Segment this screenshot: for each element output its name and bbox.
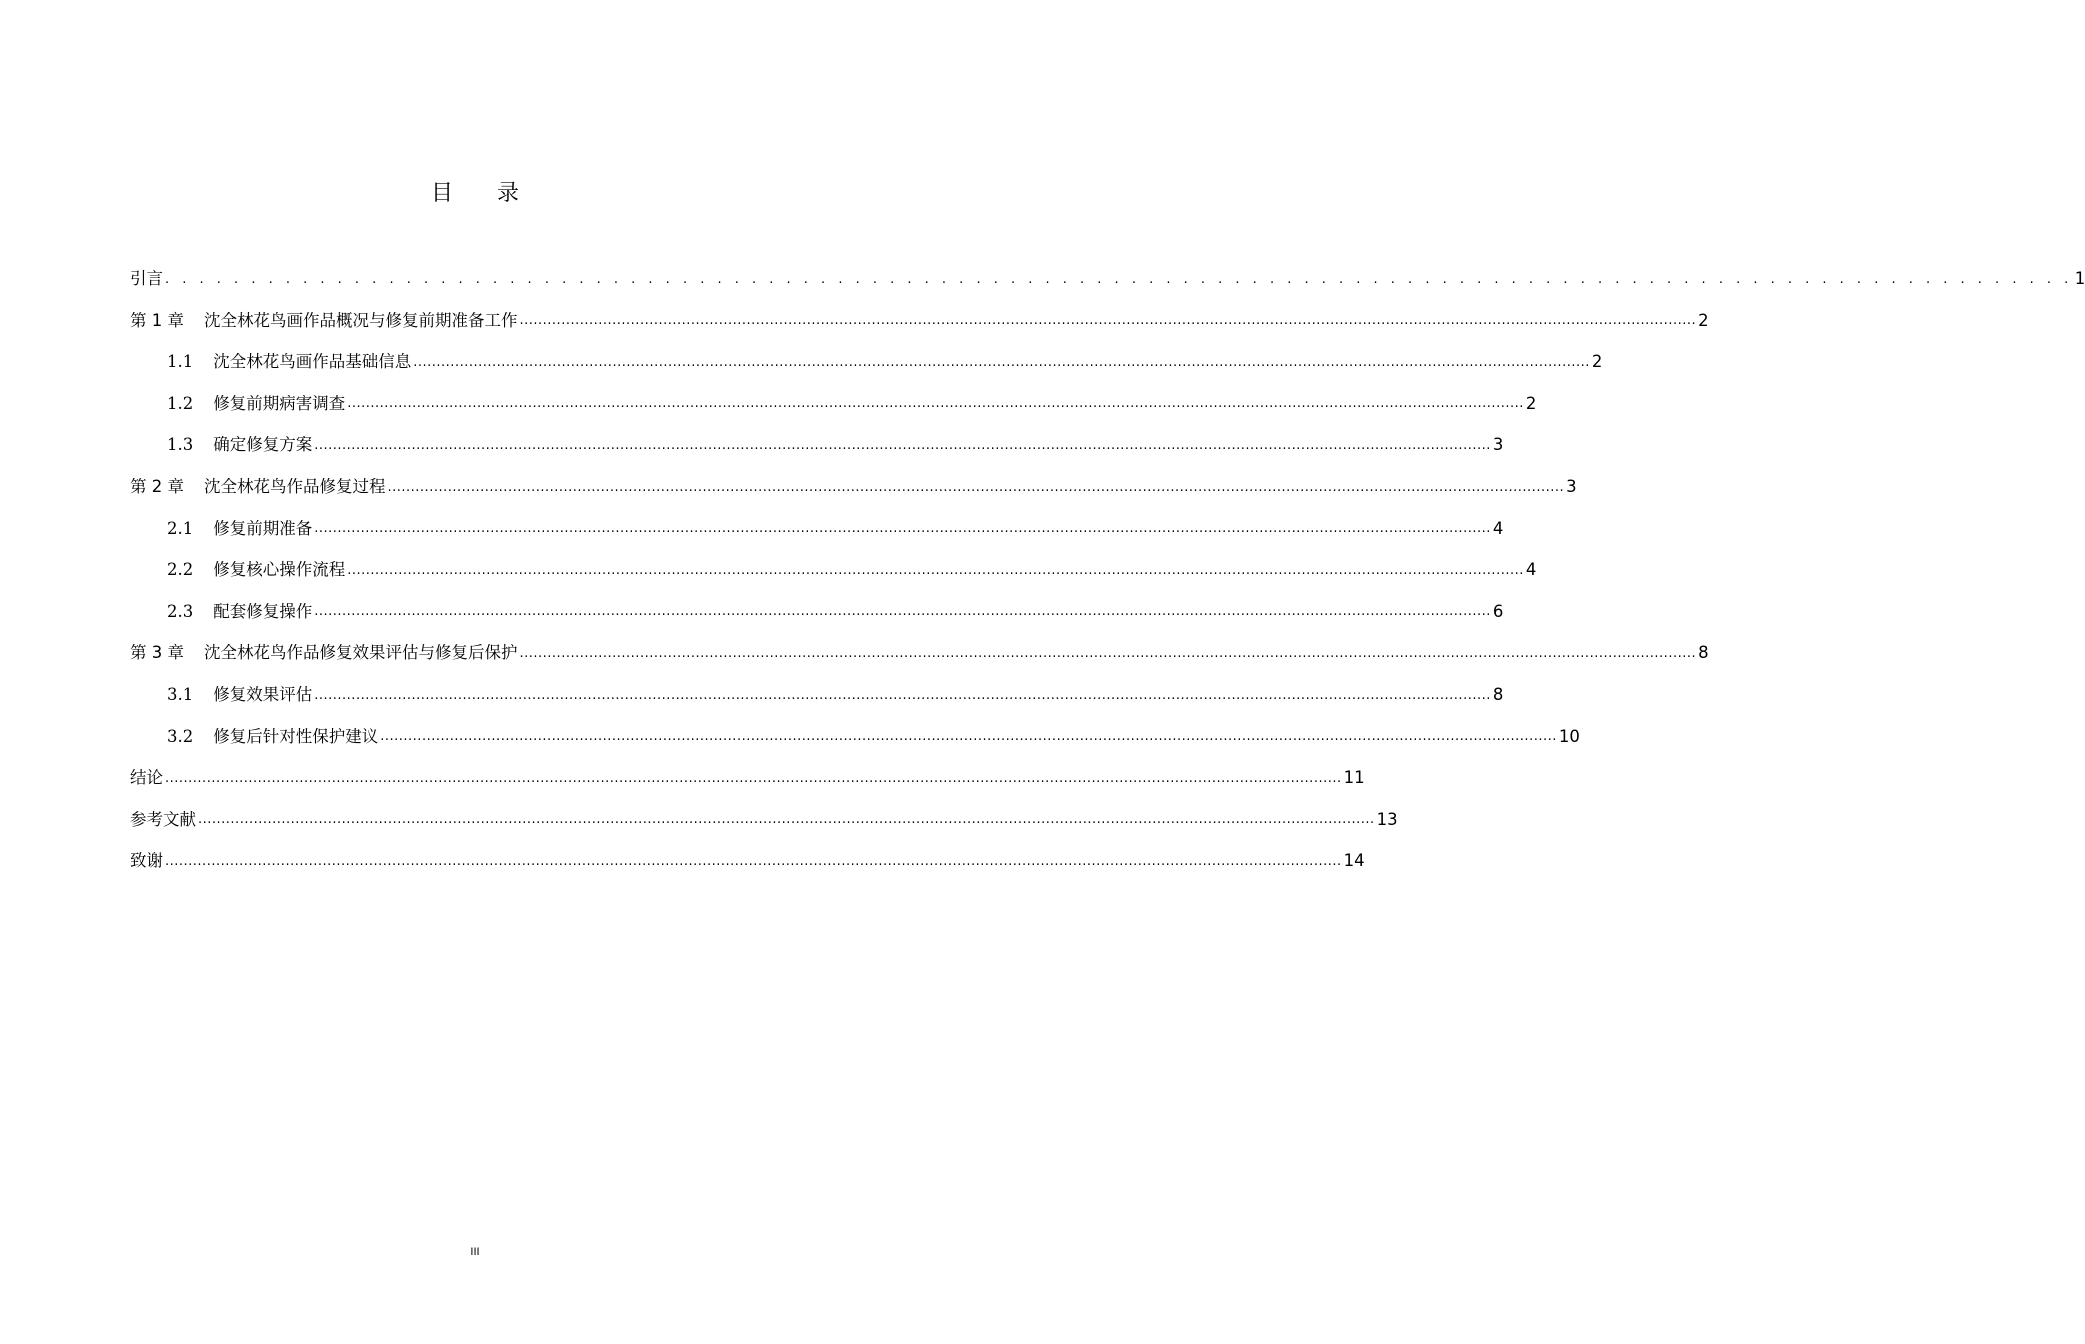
toc-entry-number: 第 1 章: [130, 310, 184, 330]
toc-entry-number: 1.3: [167, 435, 194, 455]
toc-entry-number: 3.2: [167, 726, 194, 746]
toc-entry-page: 2: [1591, 352, 1603, 372]
toc-entry-label: 结论: [130, 768, 163, 788]
toc-entry-section-3-2[interactable]: [130, 704, 1580, 746]
toc-entry-number: 2.2: [167, 560, 194, 580]
toc-entry-page: 14: [1343, 851, 1365, 871]
toc-entry-section-1-3[interactable]: [130, 412, 1504, 455]
dot-leader: ..............................................................................................................................................................................................................................................................: [413, 354, 1590, 370]
toc-entry-acknowledgements[interactable]: [130, 828, 1365, 871]
toc-entry-label: 确定修复方案: [213, 435, 313, 455]
toc-entry-page: 13: [1376, 809, 1398, 829]
toc-entry-label: 沈全林花鸟作品修复过程: [204, 477, 386, 497]
toc-entry-references[interactable]: [130, 787, 1398, 829]
toc-entry-number: 第 3 章: [130, 643, 184, 663]
dot-leader: ..............................................................................................................................................................................................................................................................: [314, 687, 1491, 703]
toc-entry-section-1-1[interactable]: [130, 329, 1603, 372]
toc-entry-page: 4: [1525, 560, 1537, 580]
dot-leader: . . . . . . . . . . . . . . . . . . . . . . . . . . . . . . . . . . . . . . . . . . . . . . . . . . . . . . . . . . . . . . . . . . . . . . . . . . . . . . . . . . . . . . . . . . . . . . . . . . . . . . . . . . . . . . .: [165, 271, 2073, 287]
dot-leader: ..............................................................................................................................................................................................................................................................: [387, 479, 1565, 495]
toc-entry-chapter-3[interactable]: [130, 620, 1709, 663]
toc-entry-section-1-2[interactable]: [130, 371, 1537, 413]
toc-entry-page: 3: [1492, 435, 1504, 455]
toc-entry-page: 8: [1698, 643, 1709, 663]
toc-entry-number: 第 2 章: [130, 477, 184, 497]
toc-entry-label: 修复前期病害调查: [213, 393, 346, 413]
toc-entry-number: 1.1: [167, 352, 194, 372]
toc-entry-number: 2.1: [167, 518, 194, 538]
table-of-contents: [130, 246, 2085, 871]
dot-leader: ..............................................................................................................................................................................................................................................................: [165, 770, 1342, 786]
toc-entry-page: 2: [1525, 393, 1537, 413]
toc-entry-label: 致谢: [130, 851, 163, 871]
page-title: [0, 176, 950, 207]
toc-entry-section-2-1[interactable]: [130, 496, 1504, 538]
toc-entry-label: 沈全林花鸟作品修复效果评估与修复后保护: [204, 643, 518, 663]
dot-leader: ..............................................................................................................................................................................................................................................................: [519, 313, 1697, 329]
toc-entry-label: 修复后针对性保护建议: [213, 726, 379, 746]
toc-entry-label: 修复效果评估: [213, 685, 313, 705]
toc-entry-page: 11: [1343, 768, 1365, 788]
title-char-2: 录: [497, 181, 520, 206]
dot-leader: ..............................................................................................................................................................................................................................................................: [165, 853, 1342, 869]
toc-entry-introduction[interactable]: [130, 246, 2085, 289]
toc-entry-section-2-2[interactable]: [130, 537, 1537, 580]
toc-entry-label: 引言: [130, 269, 163, 289]
toc-entry-label: 配套修复操作: [213, 601, 313, 621]
dot-leader: ..............................................................................................................................................................................................................................................................: [347, 562, 1524, 578]
toc-entry-conclusion[interactable]: [130, 745, 1365, 788]
toc-entry-page: 10: [1558, 726, 1580, 746]
toc-entry-page: 2: [1698, 310, 1709, 330]
toc-entry-page: 1: [2074, 269, 2085, 289]
toc-entry-page: 8: [1492, 685, 1504, 705]
toc-entry-label: 修复前期准备: [213, 518, 313, 538]
dot-leader: ..............................................................................................................................................................................................................................................................: [519, 645, 1697, 661]
toc-entry-page: 3: [1566, 477, 1577, 497]
toc-entry-label: 沈全林花鸟画作品基础信息: [213, 352, 412, 372]
toc-entry-chapter-1[interactable]: [130, 288, 1709, 330]
footer-page-number: III: [470, 1246, 480, 1258]
toc-entry-label: 参考文献: [130, 809, 196, 829]
toc-entry-chapter-2[interactable]: [130, 454, 1577, 497]
toc-entry-number: 1.2: [167, 393, 194, 413]
toc-entry-section-2-3[interactable]: [130, 579, 1504, 621]
dot-leader: ..............................................................................................................................................................................................................................................................: [380, 729, 1557, 745]
toc-entry-label: 修复核心操作流程: [213, 560, 346, 580]
dot-leader: ..............................................................................................................................................................................................................................................................: [314, 521, 1491, 537]
toc-entry-number: 3.1: [167, 685, 194, 705]
toc-entry-section-3-1[interactable]: [130, 662, 1504, 705]
toc-entry-page: 4: [1492, 518, 1504, 538]
dot-leader: ..............................................................................................................................................................................................................................................................: [347, 396, 1524, 412]
toc-entry-page: 6: [1492, 601, 1504, 621]
toc-entry-number: 2.3: [167, 601, 194, 621]
dot-leader: ..............................................................................................................................................................................................................................................................: [314, 604, 1491, 620]
title-char-1: 目: [430, 181, 453, 206]
dot-leader: ..............................................................................................................................................................................................................................................................: [198, 812, 1375, 828]
dot-leader: ..............................................................................................................................................................................................................................................................: [314, 437, 1491, 453]
toc-entry-label: 沈全林花鸟画作品概况与修复前期准备工作: [204, 310, 518, 330]
